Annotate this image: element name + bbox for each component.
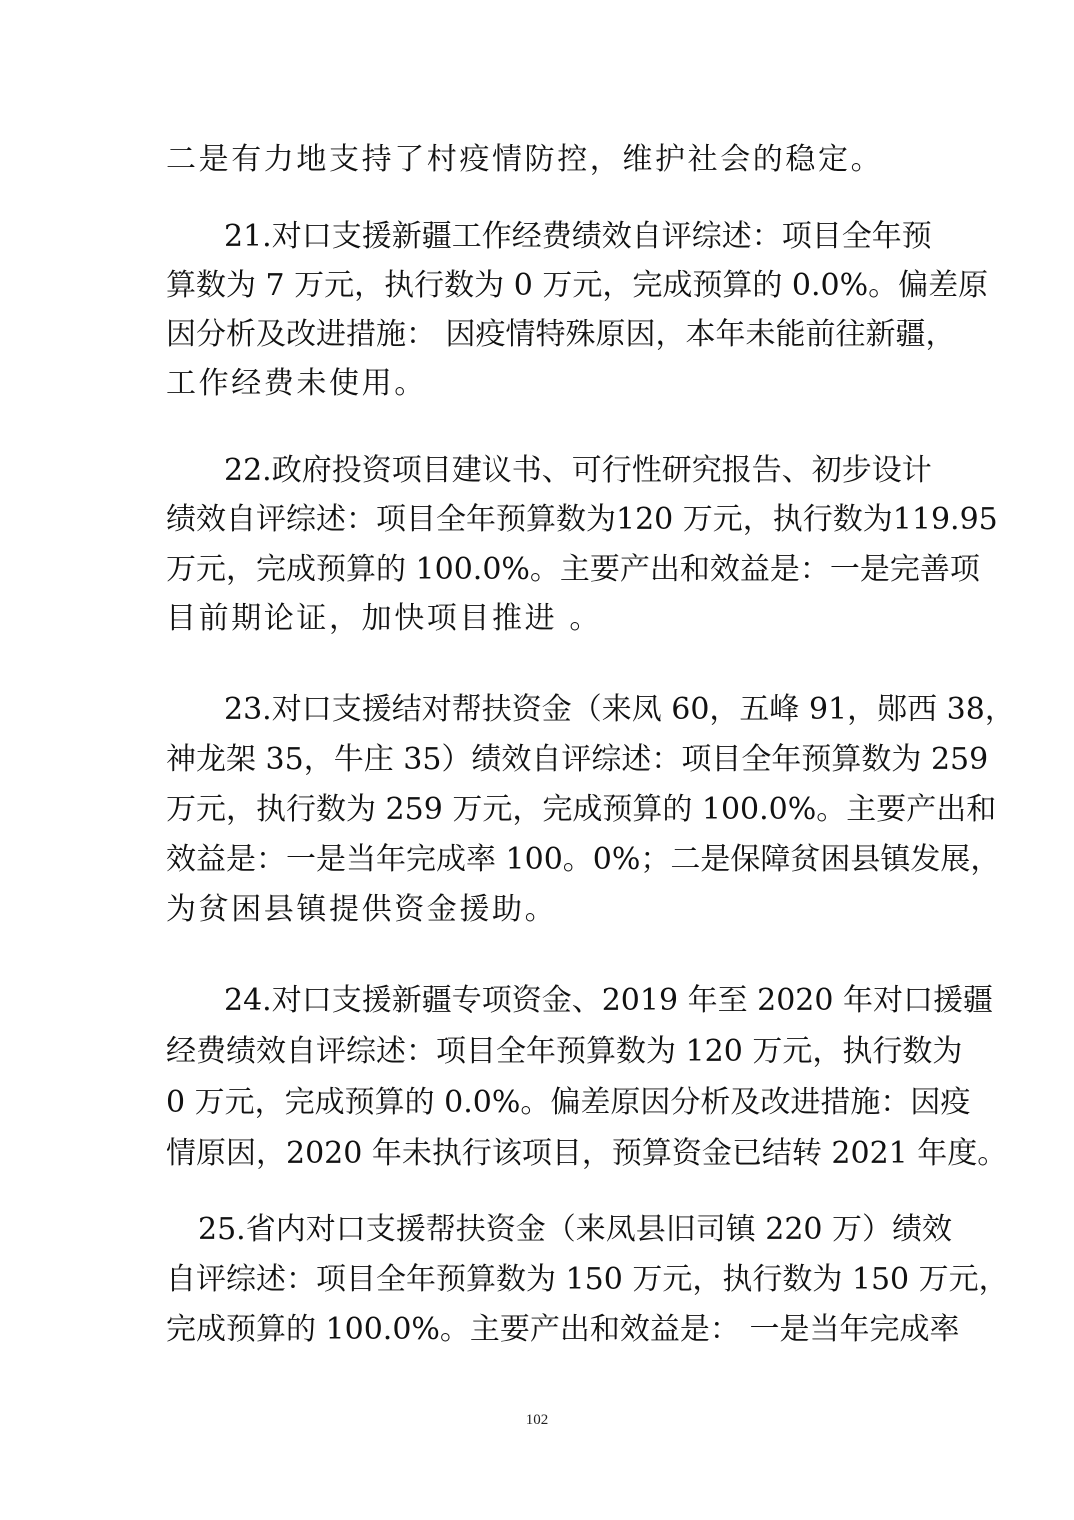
paragraph-22-line-4: 目前期论证，加快项目推进 。 bbox=[166, 601, 602, 636]
paragraph-24-line-1: 24.对口支援新疆专项资金、2019 年至 2020 年对口援疆 bbox=[224, 983, 994, 1018]
paragraph-23-line-3: 万元，执行数为 259 万元，完成预算的 100.0%。主要产出和 bbox=[166, 792, 997, 827]
paragraph-25-line-3: 完成预算的 100.0%。主要产出和效益是： 一是当年完成率 bbox=[166, 1312, 960, 1347]
paragraph-21-line-2: 算数为 7 万元，执行数为 0 万元，完成预算的 0.0%。偏差原 bbox=[166, 268, 989, 303]
paragraph-22-line-3: 万元，完成预算的 100.0%。主要产出和效益是：一是完善项 bbox=[166, 552, 980, 587]
paragraph-21-line-4: 工作经费未使用。 bbox=[166, 366, 427, 401]
paragraph-24-line-2: 经费绩效自评综述：项目全年预算数为 120 万元，执行数为 bbox=[166, 1034, 963, 1069]
paragraph-25-line-1: 25.省内对口支援帮扶资金（来凤县旧司镇 220 万）绩效 bbox=[198, 1212, 953, 1247]
paragraph-22-line-1: 22.政府投资项目建议书、可行性研究报告、初步设计 bbox=[224, 453, 932, 488]
paragraph-21-line-1: 21.对口支援新疆工作经费绩效自评综述：项目全年预 bbox=[224, 219, 932, 254]
paragraph-23-line-2: 神龙架 35，牛庄 35）绩效自评综述：项目全年预算数为 259 bbox=[166, 742, 989, 777]
paragraph-23-line-5: 为贫困县镇提供资金援助。 bbox=[166, 892, 558, 927]
paragraph-22-line-2: 绩效自评综述：项目全年预算数为120 万元，执行数为119.95 bbox=[166, 502, 998, 537]
paragraph-21-line-3: 因分析及改进措施： 因疫情特殊原因，本年未能前往新疆， bbox=[166, 317, 956, 352]
page-number: 102 bbox=[525, 1412, 549, 1428]
paragraph-24-line-4: 情原因，2020 年未执行该项目，预算资金已结转 2021 年度。 bbox=[166, 1136, 1008, 1171]
paragraph-24-line-3: 0 万元，完成预算的 0.0%。偏差原因分析及改进措施：因疫 bbox=[166, 1085, 971, 1120]
paragraph-25-line-2: 自评综述：项目全年预算数为 150 万元，执行数为 150 万元， bbox=[166, 1262, 1009, 1297]
text-line: 二是有力地支持了村疫情防控，维护社会的稳定。 bbox=[166, 142, 884, 177]
paragraph-23-line-4: 效益是：一是当年完成率 100。0%；二是保障贫困县镇发展， bbox=[166, 842, 1001, 877]
paragraph-23-line-1: 23.对口支援结对帮扶资金（来凤 60，五峰 91，郧西 38， bbox=[224, 692, 1015, 727]
